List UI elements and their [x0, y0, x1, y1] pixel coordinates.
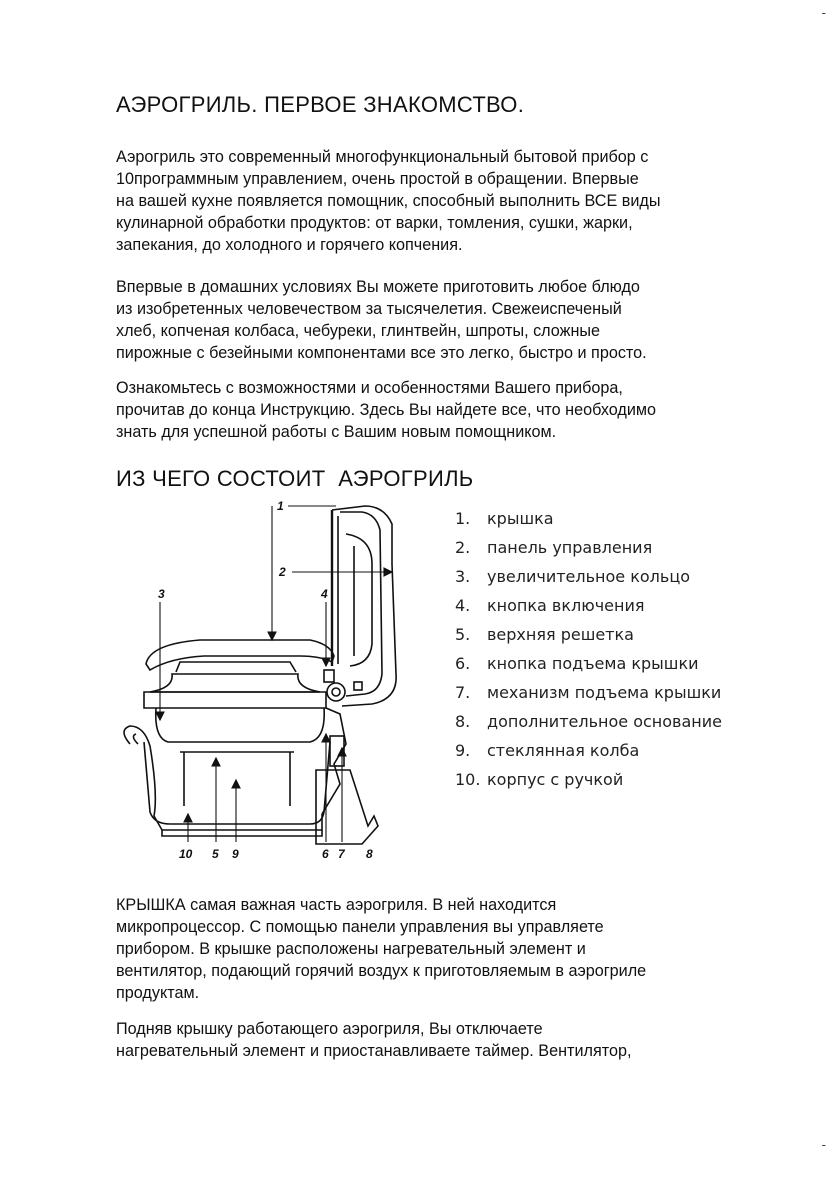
dome-top-shape — [176, 662, 296, 672]
text-line: вентилятор, подающий горячий воздух к приготовляемым в аэрогриле — [116, 962, 647, 980]
diagram-label-1: 1 — [277, 499, 284, 513]
body-base-shape — [162, 830, 322, 836]
text-line: прибором. В крышке расположены нагревательный элемент и — [116, 940, 586, 958]
text-line: Аэрогриль это современный многофункциональный бытовой прибор с — [116, 148, 649, 166]
page-title: АЭРОГРИЛЬ. ПЕРВОЕ ЗНАКОМСТВО. — [116, 92, 525, 117]
list-item — [455, 765, 722, 794]
control-panel-shape — [346, 534, 372, 666]
text-line: знать для успешной работы с Вашим новым помощником. — [116, 423, 557, 441]
paragraph-5 — [116, 1018, 756, 1062]
hinge-pin — [332, 688, 340, 696]
lid-paragraph — [116, 894, 756, 1004]
crop-mark-bottom: - — [821, 1138, 826, 1152]
diagram-label-10: 10 — [179, 847, 193, 861]
list-item — [455, 504, 722, 533]
text-line: кулинарной обработки продуктов: от варки, томления, сушки, жарки, — [116, 214, 633, 232]
diagram-label-4: 4 — [321, 587, 328, 601]
section-title: ИЗ ЧЕГО СОСТОИТ АЭРОГРИЛЬ — [116, 466, 474, 491]
item-number: 9. — [455, 741, 471, 760]
item-label: механизм подъема крышки — [487, 683, 722, 702]
arrow-4 — [322, 658, 330, 666]
item-label: панель управления — [487, 538, 653, 557]
text-line: хлеб, копченая колбаса, чебуреки, глинтвейн, шпроты, сложные — [116, 322, 601, 340]
handle-shape — [146, 640, 334, 670]
item-label: крышка — [487, 509, 554, 528]
text-line: КРЫШКА самая важная часть аэрогриля. В ней находится — [116, 896, 557, 914]
text-line: продуктам. — [116, 984, 200, 1002]
lift-button-shape — [324, 670, 334, 682]
item-number: 3. — [455, 567, 471, 586]
text-line: Подняв крышку работающего аэрогриля, Вы отключаете — [116, 1020, 543, 1038]
list-item — [455, 591, 722, 620]
item-label: верхняя решетка — [487, 625, 634, 644]
paragraph-2 — [116, 276, 756, 364]
diagram-label-6: 6 — [322, 847, 329, 861]
arrow-5 — [212, 758, 220, 766]
diagram-label-5: 5 — [212, 847, 219, 861]
text-line: Ознакомьтесь с возможностями и особенностями Вашего прибора, — [116, 379, 623, 397]
item-label: дополнительное основание — [487, 712, 722, 731]
paragraph-3 — [116, 377, 756, 443]
upper-rack-shape — [180, 752, 294, 806]
list-item — [455, 649, 722, 678]
list-item — [455, 678, 722, 707]
extension-ring-shape — [144, 692, 326, 708]
diagram-label-8: 8 — [366, 847, 373, 861]
item-label: увеличительное кольцо — [487, 567, 691, 586]
arrow-6 — [322, 734, 330, 742]
intro-paragraph — [116, 146, 756, 256]
item-number: 8. — [455, 712, 471, 731]
list-item — [455, 533, 722, 562]
item-number: 4. — [455, 596, 471, 615]
item-label: кнопка подъема крышки — [487, 654, 699, 673]
diagram-label-7: 7 — [338, 847, 345, 861]
arrow-1 — [268, 632, 276, 640]
diagram-label-3: 3 — [158, 587, 165, 601]
text-line: нагревательный элемент и приостанавливаете таймер. Вентилятор, — [116, 1042, 632, 1060]
text-line: прочитав до конца Инструкцию. Здесь Вы найдете все, что необходимо — [116, 401, 657, 419]
hinge-bolt-shape — [354, 682, 362, 690]
text-line: микропроцессор. С помощью панели управления вы управляете — [116, 918, 604, 936]
list-item — [455, 736, 722, 765]
item-number: 7. — [455, 683, 471, 702]
arrow-3 — [156, 712, 164, 720]
arrow-9 — [232, 780, 240, 788]
ring-body-shape — [156, 708, 324, 742]
item-number: 2. — [455, 538, 471, 557]
text-line: запекания, до холодного и горячего копчения. — [116, 236, 463, 254]
diagram-label-2: 2 — [279, 565, 286, 579]
list-item — [455, 707, 722, 736]
text-line: на вашей кухне появляется помощник, способный выполнить ВСЕ виды — [116, 192, 661, 210]
diagram-label-9: 9 — [232, 847, 239, 861]
item-label: корпус с ручкой — [487, 770, 624, 789]
item-number: 10. — [455, 770, 481, 789]
text-line: пирожные с безейными компонентами все это легко, быстро и просто. — [116, 344, 647, 362]
list-item — [455, 620, 722, 649]
text-line: Впервые в домашних условиях Вы можете приготовить любое блюдо — [116, 278, 640, 296]
item-label: кнопка включения — [487, 596, 645, 615]
arrow-2 — [384, 568, 392, 576]
text-line: из изобретенных человечеством за тысячелетия. Свежеиспеченый — [116, 300, 622, 318]
handle-detail-shape — [133, 734, 138, 744]
item-number: 5. — [455, 625, 471, 644]
text-line: 10программным управлением, очень простой в обращении. Впервые — [116, 170, 639, 188]
item-number: 1. — [455, 509, 471, 528]
item-label: стеклянная колба — [487, 741, 640, 760]
arrow-10 — [184, 814, 192, 822]
dome-shape — [150, 674, 320, 692]
hinge-circle — [327, 683, 345, 701]
list-item — [455, 562, 722, 591]
lid-arm-shape — [332, 506, 396, 706]
item-number: 6. — [455, 654, 471, 673]
aerogrill-diagram — [110, 494, 410, 866]
crop-mark-top: - — [821, 6, 826, 20]
parts-list — [455, 504, 722, 794]
